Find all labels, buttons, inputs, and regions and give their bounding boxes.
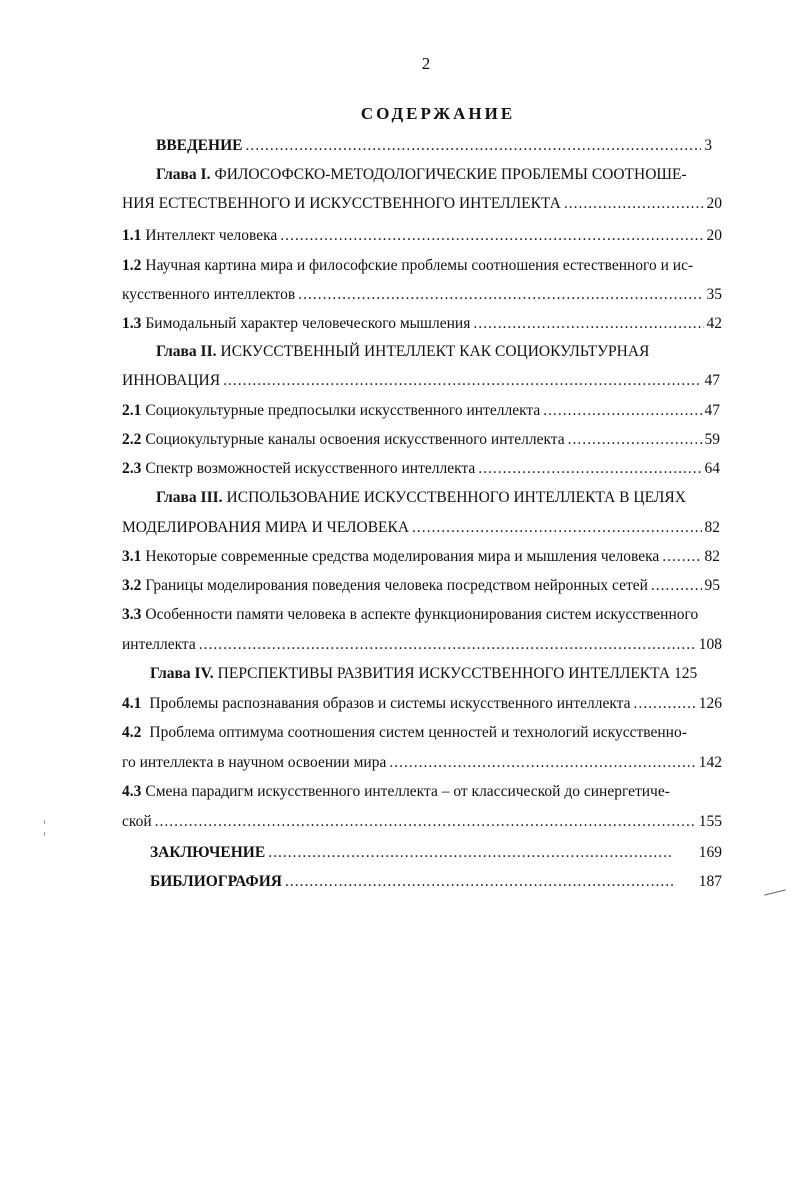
toc-entry-chapter-1	[156, 162, 718, 188]
toc-label: Социокультурные предпосылки искусственного интеллекта	[145, 402, 541, 419]
toc-label: Научная картина мира и философские проблемы соотношения естественного и ис-	[145, 257, 694, 274]
toc-entry-chapter-3-cont	[122, 515, 720, 541]
toc-entry-2-2	[122, 427, 720, 453]
toc-label: ВВЕДЕНИЕ	[156, 137, 243, 154]
dot-leader	[298, 282, 703, 308]
dot-leader	[199, 632, 696, 658]
toc-page-number: 169	[698, 844, 722, 861]
dot-leader	[662, 544, 701, 570]
toc-entry-3-3-cont	[122, 632, 722, 658]
page-number: 2	[421, 54, 431, 73]
toc-label: БИБЛИОГРАФИЯ	[150, 873, 282, 890]
toc-label: Интеллект человека	[145, 227, 278, 244]
toc-label: Проблема оптимума соотношения систем ценностей и технологий искусственно-	[149, 724, 687, 741]
page-title: СОДЕРЖАНИЕ	[360, 104, 516, 123]
chapter-number: Глава III.	[156, 489, 223, 506]
toc-entry-2-3	[122, 456, 720, 482]
toc-entry-3-2	[122, 573, 720, 599]
dot-leader	[473, 311, 703, 337]
toc-label: ИСКУССТВЕННЫЙ ИНТЕЛЛЕКТ КАК СОЦИОКУЛЬТУРНАЯ	[220, 343, 650, 360]
toc-entry-1-1	[122, 223, 722, 249]
section-number: 4.1	[122, 695, 142, 712]
toc-label: Бимодальный характер человеческого мышления	[145, 315, 471, 332]
toc-page-number: 47	[704, 402, 720, 419]
dot-leader	[412, 515, 701, 541]
section-number: 2.3	[122, 460, 142, 477]
dot-leader	[543, 398, 701, 424]
toc-entry-4-3-cont	[122, 809, 722, 835]
dot-leader	[568, 427, 702, 453]
pen-stroke-mark	[764, 889, 786, 895]
section-number: 3.2	[122, 577, 142, 594]
dot-leader	[285, 869, 673, 895]
toc-label: го интеллекта в научном освоении мира	[122, 754, 387, 771]
toc-label: Спектр возможностей искусственного интеллекта	[145, 460, 476, 477]
section-number: 1.2	[122, 257, 142, 274]
toc-label: ЗАКЛЮЧЕНИЕ	[150, 844, 266, 861]
toc-entry-4-2	[122, 720, 718, 746]
toc-entry-1-3	[122, 311, 722, 337]
chapter-number: Глава II.	[156, 343, 217, 360]
dot-leader	[651, 573, 702, 599]
chapter-number: Глава IV.	[150, 665, 214, 682]
section-number: 3.3	[122, 606, 142, 623]
toc-page-number: 35	[706, 286, 722, 303]
toc-entry-3-3	[122, 602, 726, 628]
toc-entry-1-2	[122, 253, 722, 279]
section-number: 3.1	[122, 548, 142, 565]
toc-entry-3-1	[122, 544, 720, 570]
toc-label: Смена парадигм искусственного интеллекта – от классической до синергетиче-	[145, 783, 670, 800]
toc-entry-4-3	[122, 779, 704, 805]
toc-label: интеллекта	[122, 636, 196, 653]
section-number: 2.1	[122, 402, 142, 419]
toc-page-number: 126	[698, 695, 722, 712]
toc-page-number: 187	[698, 873, 722, 890]
dot-leader	[478, 456, 701, 482]
toc-label: Социокультурные каналы освоения искусственного интеллекта	[145, 431, 565, 448]
toc-page-number: 20	[706, 195, 722, 212]
chapter-number: Глава I.	[156, 166, 211, 183]
toc-label: ПЕРСПЕКТИВЫ РАЗВИТИЯ ИСКУССТВЕННОГО ИНТЕЛЛЕКТА	[217, 665, 671, 682]
toc-entry-4-1	[122, 691, 722, 717]
toc-entry-1-2-cont	[122, 282, 722, 308]
toc-page-number: 125	[674, 665, 698, 682]
toc-page-number: 47	[704, 372, 720, 389]
toc-entry-chapter-4	[150, 661, 722, 687]
dot-leader	[280, 223, 703, 249]
toc-entry-2-1	[122, 398, 720, 424]
toc-page-number: 155	[698, 813, 722, 830]
toc-label: ской	[122, 813, 152, 830]
toc-page-number: 142	[698, 754, 722, 771]
toc-label: Границы моделирования поведения человека посредством нейронных сетей	[145, 577, 648, 594]
toc-entry-chapter-3	[156, 485, 716, 511]
toc-label: Особенности памяти человека в аспекте функционирования систем искусственного	[145, 606, 699, 623]
toc-page-number: 20	[706, 227, 722, 244]
toc-label: Некоторые современные средства моделирования мира и мышления человека	[145, 548, 660, 565]
toc-page-number: 82	[704, 548, 720, 565]
toc-entry-bibliography	[150, 869, 722, 895]
toc-page-number: 42	[706, 315, 722, 332]
margin-mark	[44, 832, 45, 836]
section-number: 1.3	[122, 315, 142, 332]
toc-page-number: 64	[704, 460, 720, 477]
section-number: 4.3	[122, 783, 142, 800]
toc-page-number: 82	[704, 519, 720, 536]
dot-leader	[564, 191, 704, 217]
section-number: 4.2	[122, 724, 142, 741]
toc-page-number: 3	[704, 137, 712, 154]
dot-leader	[155, 809, 696, 835]
toc-entry-chapter-1-cont	[122, 191, 722, 217]
toc-label: МОДЕЛИРОВАНИЯ МИРА И ЧЕЛОВЕКА	[122, 519, 410, 536]
dot-leader	[245, 133, 701, 159]
toc-entry-chapter-2-cont	[122, 368, 720, 394]
toc-label: кусственного интеллектов	[122, 286, 296, 303]
dot-leader	[389, 750, 695, 776]
toc-label: НИЯ ЕСТЕСТВЕННОГО И ИСКУССТВЕННОГО ИНТЕЛЛЕКТА	[122, 195, 561, 212]
toc-page-number: 59	[704, 431, 720, 448]
dot-leader	[634, 691, 696, 717]
toc-label: Проблемы распознавания образов и системы искусственного интеллекта	[149, 695, 631, 712]
toc-label: ИННОВАЦИЯ	[122, 372, 221, 389]
margin-mark	[44, 820, 45, 824]
toc-entry-chapter-2	[156, 339, 716, 365]
toc-label: ИСПОЛЬЗОВАНИЕ ИСКУССТВЕННОГО ИНТЕЛЛЕКТА В ЦЕЛЯХ	[226, 489, 686, 506]
toc-entry-intro	[156, 133, 712, 159]
dot-leader	[268, 840, 673, 866]
toc-entry-4-2-cont	[122, 750, 722, 776]
toc-page-number: 108	[698, 636, 722, 653]
dot-leader	[223, 368, 701, 394]
section-number: 2.2	[122, 431, 142, 448]
toc-label: ФИЛОСОФСКО-МЕТОДОЛОГИЧЕСКИЕ ПРОБЛЕМЫ СООТНОШЕ-	[214, 166, 687, 183]
section-number: 1.1	[122, 227, 142, 244]
toc-entry-conclusion	[150, 840, 722, 866]
toc-page-number: 95	[704, 577, 720, 594]
